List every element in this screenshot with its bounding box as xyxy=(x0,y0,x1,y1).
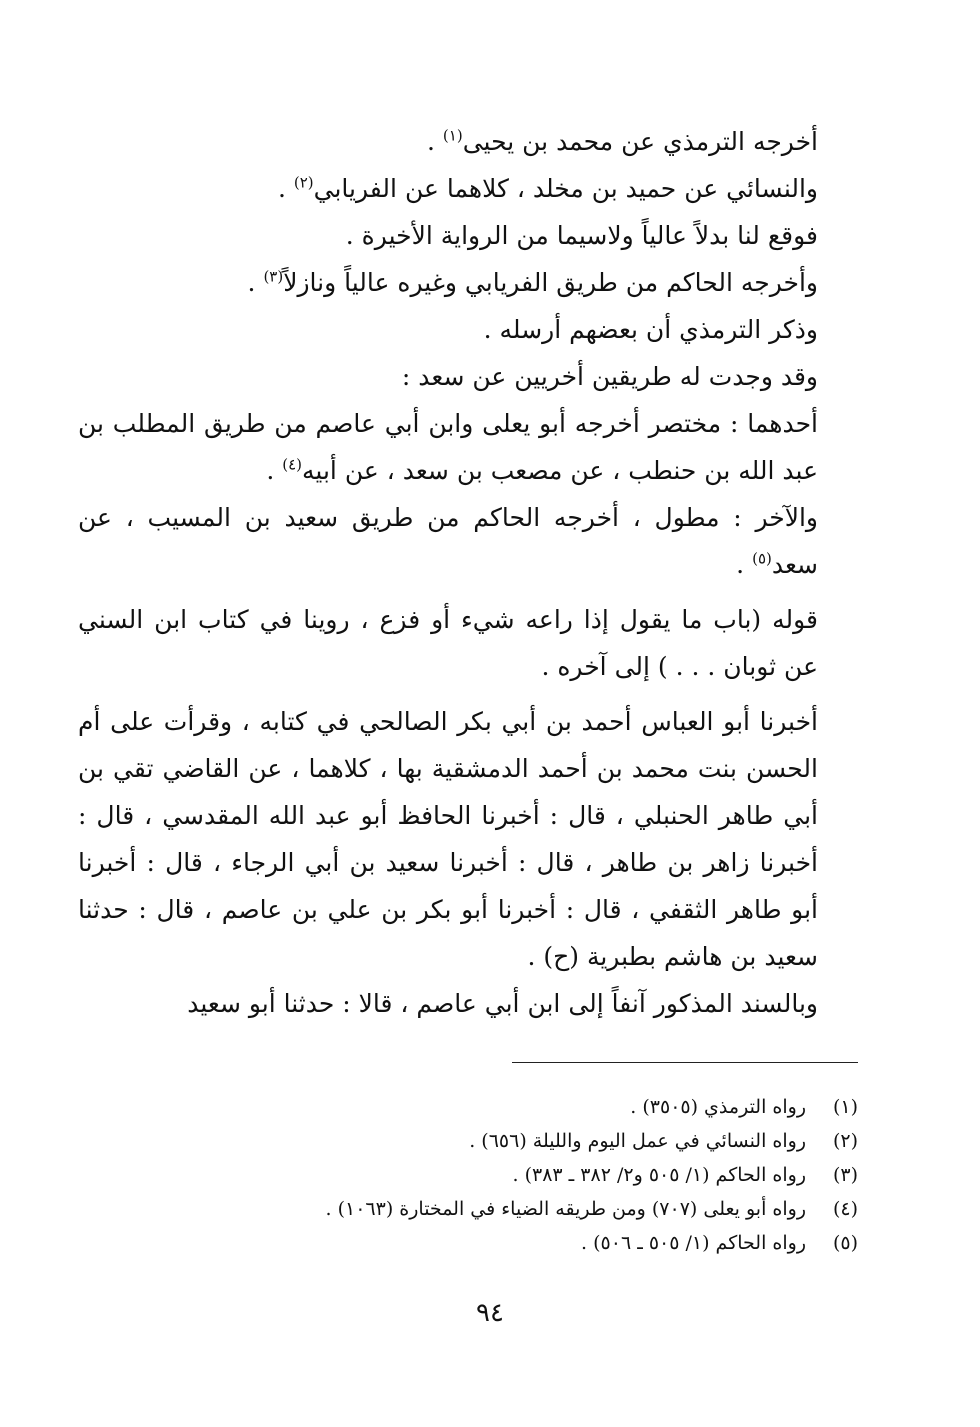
paragraph: أخبرنا أبو العباس أحمد بن أبي بكر الصالحي في كتابه ، وقرأت على أم الحسن بنت محمد بن أحمد الدمشقية بها ، كلاهما ، عن القاضي تقي بن أبي طاهر الحنبلي ، قال : أخبرنا الحافظ أبو عبد الله المقدسي ، قال : أخبرنا زاهر بن طاهر ، قال : أخبرنا سعيد بن أبي الرجاء ، قال : أخبرنا أبو طاهر الثقفي ، قال : أخبرنا أبو بكر بن علي بن عاصم ، قال : حدثنا سعيد بن هاشم بطبرية (ح) . xyxy=(78,707,818,971)
footnote xyxy=(78,1192,858,1226)
footnote-ref: (٢) xyxy=(293,173,314,192)
paragraph: وأخرجه الحاكم من طريق الفريابي وغيره عالياً ونازلاً$^{(٣)}$ . xyxy=(247,267,818,297)
main-text xyxy=(78,118,858,1027)
footnote-number: (١) xyxy=(832,1096,858,1118)
footnote-text: رواه الترمذي (٣٥٠٥) . xyxy=(630,1096,806,1118)
paragraph: وبالسند المذكور آنفاً إلى ابن أبي عاصم ، قالا : حدثنا أبو سعيد xyxy=(187,989,818,1018)
paragraph: أحدهما : مختصر أخرجه أبو يعلى وابن أبي عاصم من طريق المطلب بن عبد الله بن حنطب ، عن مصعب بن سعد ، عن أبيه$^{(٤)}$ . xyxy=(78,409,818,485)
footnote-number: (٣) xyxy=(832,1164,858,1186)
footnote-text: رواه الحاكم (١/ ٥٠٥ و٢/ ٣٨٢ ـ ٣٨٣) . xyxy=(512,1164,806,1186)
paragraph: والآخر : مطول ، أخرجه الحاكم من طريق سعيد بن المسيب ، عن سعد$^{(٥)}$ . xyxy=(78,503,818,579)
page-number: ٩٤ xyxy=(476,1298,504,1328)
paragraph: والنسائي عن حميد بن مخلد ، كلاهما عن الفريابي$^{(٢)}$ . xyxy=(277,173,818,203)
footnote-number: (٥) xyxy=(832,1232,858,1254)
footnote xyxy=(78,1226,858,1260)
footnote xyxy=(78,1158,858,1192)
footnote xyxy=(78,1124,858,1158)
footnotes xyxy=(78,1090,858,1260)
footnote-divider xyxy=(512,1062,858,1063)
footnote-ref: (١) xyxy=(442,126,463,145)
footnote-text: رواه أبو يعلى (٧٠٧) ومن طريقه الضياء في المختارة (١٠٦٣) . xyxy=(325,1198,806,1220)
footnote-text: رواه النسائي في عمل اليوم والليلة (٦٥٦) . xyxy=(469,1130,806,1152)
paragraph: أخرجه الترمذي عن محمد بن يحيى$^{(١)}$ . xyxy=(427,126,818,156)
footnote-text: رواه الحاكم (١/ ٥٠٥ ـ ٥٠٦) . xyxy=(581,1232,806,1254)
paragraph: قوله (باب ما يقول إذا راعه شيء أو فزع ، روينا في كتاب ابن السني عن ثوبان . . . ) إلى آخره . xyxy=(78,605,818,681)
paragraph: وذكر الترمذي أن بعضهم أرسله . xyxy=(483,315,818,344)
paragraph: فوقع لنا بدلاً عالياً ولاسيما من الرواية الأخيرة . xyxy=(345,221,818,250)
footnote xyxy=(78,1090,858,1124)
footnote-ref: (٣) xyxy=(263,267,284,286)
footnote-number: (٢) xyxy=(832,1130,858,1152)
footnote-ref: (٤) xyxy=(282,455,303,474)
footnote-number: (٤) xyxy=(832,1198,858,1220)
paragraph: وقد وجدت له طريقين أخريين عن سعد : xyxy=(401,362,818,391)
footnote-ref: (٥) xyxy=(752,549,772,568)
